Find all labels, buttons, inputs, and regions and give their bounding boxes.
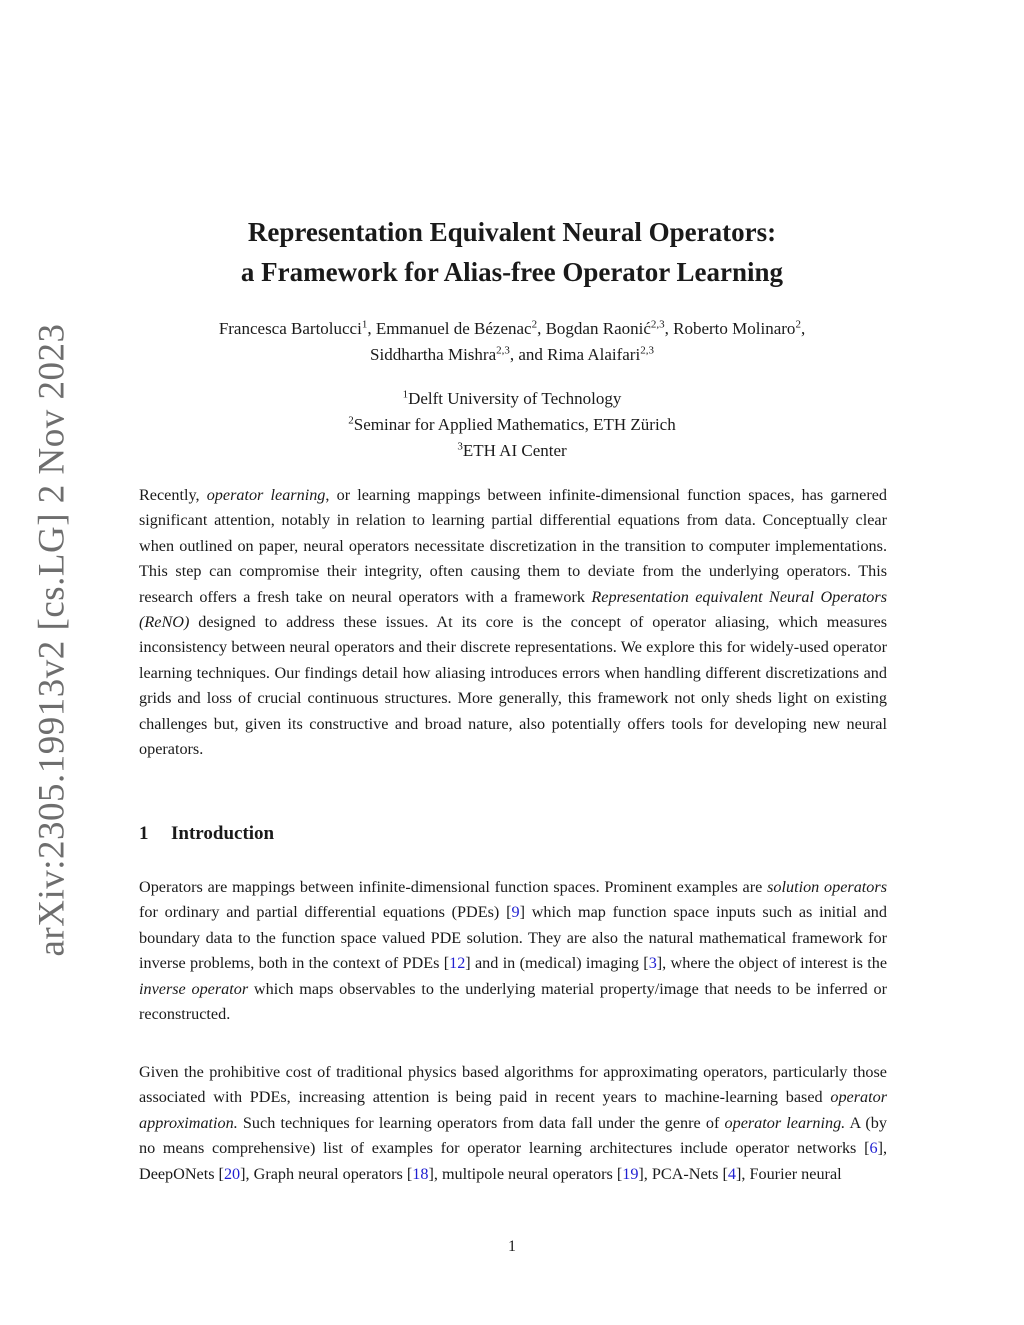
citation-link[interactable]: 9 [511,903,520,922]
author-name: Roberto Molinaro [673,319,796,338]
author-affiliation-mark: 2 [795,318,801,331]
author-affiliation-mark: 1 [361,318,368,331]
citation-link[interactable]: 19 [622,1164,639,1183]
author-affiliation-mark: 2,3 [650,318,665,331]
emphasis: Representation equivalent Neural Operators (ReNO) [139,587,888,632]
author-name: Bogdan Raonić [545,319,651,338]
author-conjunction: and [518,345,543,364]
citation-link[interactable]: 20 [223,1164,241,1183]
citation-link[interactable]: 3 [648,954,657,973]
title-line-1: Representation Equivalent Neural Operators: [247,217,777,247]
emphasis: solution operators [767,878,887,896]
section-heading [139,823,274,845]
intro-paragraph-2: Given the prohibitive cost of traditional physics based algorithms for approximating operators, particularly those associated with PDEs, increasing attention is being paid in recent years to machine-learning based operator approximation. Such techniques for learning operators from data fall under the genre of operator learning. A (by no means comprehensive) list of examples for operator learning architectures include operator networks [6], DeepONets [20], Graph neural operators [18], multipole neural operators [19], PCA-Nets [4], Fourier neural [139,1063,887,1183]
author-affiliation-mark: 2,3 [496,344,510,357]
author-name: Rima Alaifari [547,345,641,364]
page-number: 1 [508,1238,516,1255]
arxiv-identifier: arXiv:2305.19913v2 [cs.LG] 2 Nov 2023 [31,323,73,957]
emphasis: inverse operator [139,979,249,998]
author-name: Francesca Bartolucci [218,319,362,338]
section-title: Introduction [171,823,275,844]
intro-paragraph-1: Operators are mappings between infinite-dimensional function spaces. Prominent examples are solution operators for ordinary and partial differential equations (PDEs) [9] which map function space inputs such as initial and boundary data to the function space valued PDE solution. They are also the natural mathematical framework for inverse problems, both in the context of PDEs [12] and in (medical) imaging [3], where the object of interest is the inverse operator which maps observables to the underlying material property/image that needs to be inferred or reconstructed. [139,878,887,1024]
author-list: Francesca Bartolucci$^1$, Emmanuel de Bézenac$^2$, Bogdan Raonić$^{2,3}$, Roberto Molinaro$^2$, Siddhartha Mishra$^{2,3}$, and Rima Alaifari$^{2,3}$ [218,318,806,364]
title-line-2: a Framework for Alias-free Operator Learning [240,257,784,287]
emphasis: operator approximation. [139,1088,887,1132]
section-number: 1 [139,823,149,844]
citation-link[interactable]: 6 [869,1139,878,1158]
author-name: Emmanuel de Bézenac [375,319,532,338]
author-name: Siddhartha Mishra [370,345,497,364]
affiliation-list [140,386,884,464]
emphasis: operator learning [206,486,326,504]
affiliation: $^3$ETH AI Center [457,440,567,460]
citation-link[interactable]: 12 [449,954,466,973]
affiliation: $^1$Delft University of Technology [402,388,622,408]
author-affiliation-mark: 2,3 [640,344,654,357]
abstract: Recently, operator learning, or learning mappings between infinite-dimensional function spaces, has garnered significant attention, notably in relation to learning partial differential equations from data. Conceptually clear when outlined on paper, neural operators necessitate discretization in the transition to computer implementations. This step can compromise their integrity, often causing them to deviate from the underlying operators. This research offers a fresh take on neural operators with a framework Representation equivalent Neural Operators (ReNO) designed to address these issues. At its core is the concept of operator aliasing, which measures inconsistency between neural operators and their discrete representations. We explore this for widely-used operator learning techniques. Our findings detail how aliasing introduces errors when handling different discretizations and grids and loss of crucial continuous structures. More generally, this framework not only sheds light on existing challenges but, given its constructive and broad nature, also potentially offers tools for developing new neural operators. [139,486,888,759]
affiliation: $^2$Seminar for Applied Mathematics, ETH Zürich [348,414,676,434]
citation-link[interactable]: 18 [412,1164,429,1183]
author-affiliation-mark: 2 [531,318,538,331]
emphasis: operator learning. [724,1113,846,1132]
paper-title [0,212,1024,292]
citation-link[interactable]: 4 [727,1164,736,1183]
